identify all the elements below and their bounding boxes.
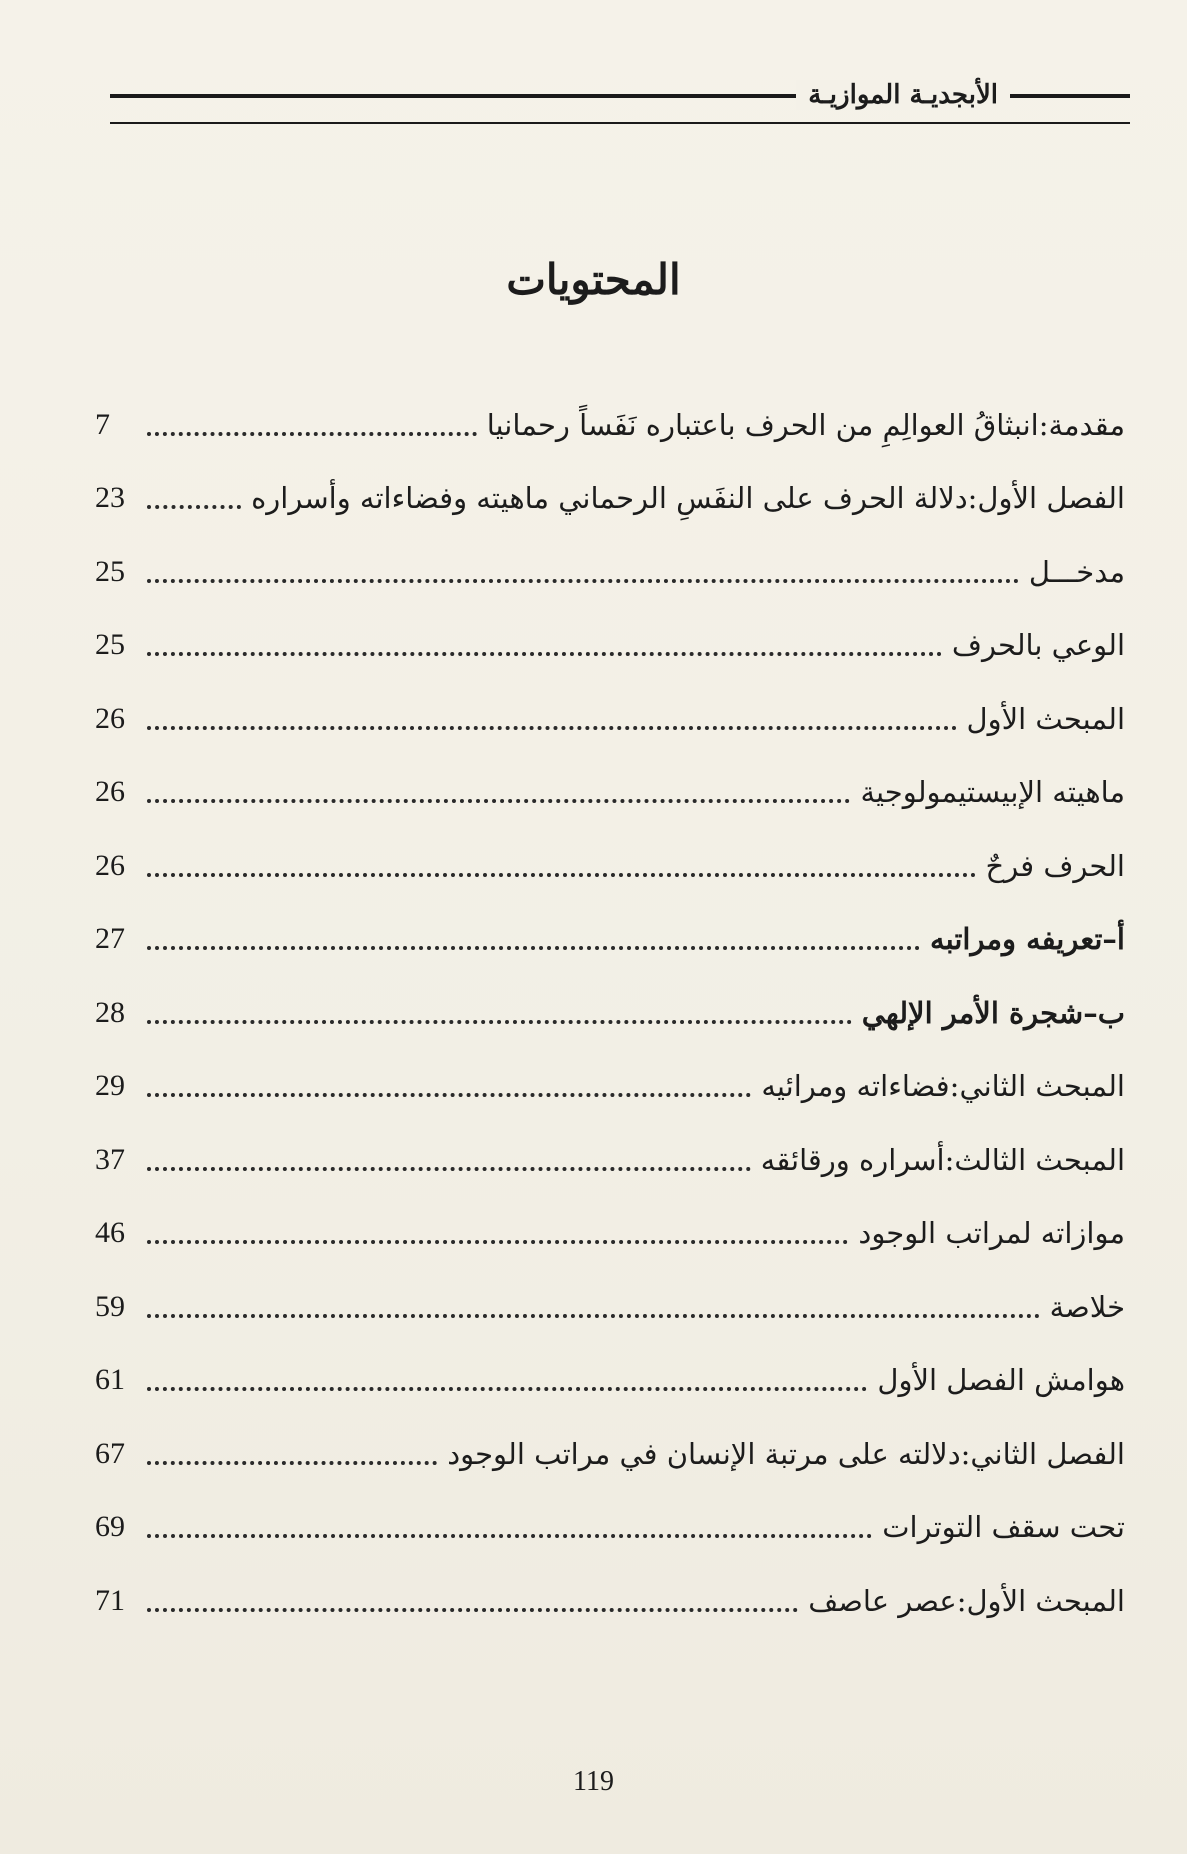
toc-leader-dots [147, 873, 976, 877]
toc-entry-page: 26 [95, 701, 125, 735]
toc-entry [95, 1564, 1125, 1638]
toc-entry-page: 46 [95, 1216, 125, 1250]
toc-entry-title: مقدمة:انبثاقُ العوالِمِ من الحرف باعتباره نَفَساً رحمانيا [486, 407, 1125, 442]
toc-entry-title: الوعي بالحرف [951, 628, 1125, 663]
toc-entry-page: 37 [95, 1142, 125, 1176]
toc-entry [95, 1417, 1125, 1491]
toc-entry-page: 67 [95, 1436, 125, 1470]
toc-entry-title: الفصل الثاني:دلالته على مرتبة الإنسان في مراتب الوجود [447, 1436, 1125, 1471]
toc-entry-title: موازاته لمراتب الوجود [858, 1216, 1125, 1251]
toc-list [95, 388, 1125, 1638]
toc-leader-dots [147, 1240, 848, 1244]
toc-entry-title: مدخـــل [1028, 554, 1125, 589]
toc-entry-page: 59 [95, 1289, 125, 1323]
toc-entry [95, 535, 1125, 609]
book-title: الأبجديـة الموازيـة [796, 80, 1010, 110]
toc-leader-dots [147, 1461, 437, 1465]
toc-leader-dots [147, 799, 850, 803]
toc-entry-title: ب–شجرة الأمر الإلهي [861, 995, 1125, 1030]
toc-entry [95, 1270, 1125, 1344]
toc-entry-page: 23 [95, 481, 125, 515]
toc-entry-page: 27 [95, 922, 125, 956]
toc-entry [95, 609, 1125, 683]
toc-entry-page: 28 [95, 995, 125, 1029]
toc-leader-dots [147, 1314, 1040, 1318]
toc-leader-dots [147, 432, 477, 436]
toc-entry-title: أ–تعريفه ومراتبه [930, 922, 1125, 957]
toc-leader-dots [147, 1608, 798, 1612]
toc-entry [95, 388, 1125, 462]
toc-leader-dots [147, 1093, 751, 1097]
toc-entry [95, 462, 1125, 536]
toc-leader-dots [147, 652, 942, 656]
toc-entry [95, 1050, 1125, 1124]
toc-entry [95, 829, 1125, 903]
toc-entry [95, 756, 1125, 830]
toc-entry-page: 61 [95, 1363, 125, 1397]
toc-heading: المحتويات [506, 255, 681, 304]
toc-leader-dots [147, 946, 920, 950]
toc-entry-title: هوامش الفصل الأول [877, 1363, 1125, 1398]
toc-entry-page: 69 [95, 1510, 125, 1544]
toc-leader-dots [147, 579, 1019, 583]
toc-entry-title: تحت سقف التوترات [882, 1510, 1125, 1545]
running-header [110, 80, 1130, 130]
header-rule-thin [110, 122, 1130, 124]
toc-entry [95, 1344, 1125, 1418]
toc-entry-title: المبحث الثالث:أسراره ورقائقه [760, 1142, 1125, 1177]
toc-entry-page: 71 [95, 1583, 125, 1617]
toc-entry [95, 976, 1125, 1050]
toc-entry-title: الحرف فرحٌ [985, 848, 1125, 883]
toc-entry [95, 1491, 1125, 1565]
toc-entry-title: خلاصة [1049, 1289, 1125, 1324]
toc-entry-page: 25 [95, 554, 125, 588]
toc-entry-page: 26 [95, 775, 125, 809]
toc-leader-dots [147, 726, 957, 730]
toc-entry-title: ماهيته الإبيستيمولوجية [860, 775, 1125, 810]
toc-leader-dots [147, 1387, 867, 1391]
toc-entry [95, 682, 1125, 756]
toc-entry-title: المبحث الثاني:فضاءاته ومرائيه [761, 1069, 1125, 1104]
toc-entry [95, 1123, 1125, 1197]
toc-entry-page: 25 [95, 628, 125, 662]
toc-entry-page: 29 [95, 1069, 125, 1103]
toc-leader-dots [147, 1020, 852, 1024]
toc-entry [95, 903, 1125, 977]
toc-leader-dots [147, 1534, 872, 1538]
toc-leader-dots [147, 1167, 751, 1171]
toc-entry-page: 26 [95, 848, 125, 882]
toc-entry [95, 1197, 1125, 1271]
toc-entry-title: الفصل الأول:دلالة الحرف على النفَسِ الرحماني ماهيته وفضاءاته وأسراره [251, 481, 1125, 516]
toc-entry-title: المبحث الأول:عصر عاصف [808, 1583, 1125, 1618]
toc-entry-title: المبحث الأول [966, 701, 1125, 736]
toc-entry-page: 7 [95, 407, 110, 441]
toc-leader-dots [147, 505, 241, 509]
page-number: 119 [573, 1766, 614, 1797]
